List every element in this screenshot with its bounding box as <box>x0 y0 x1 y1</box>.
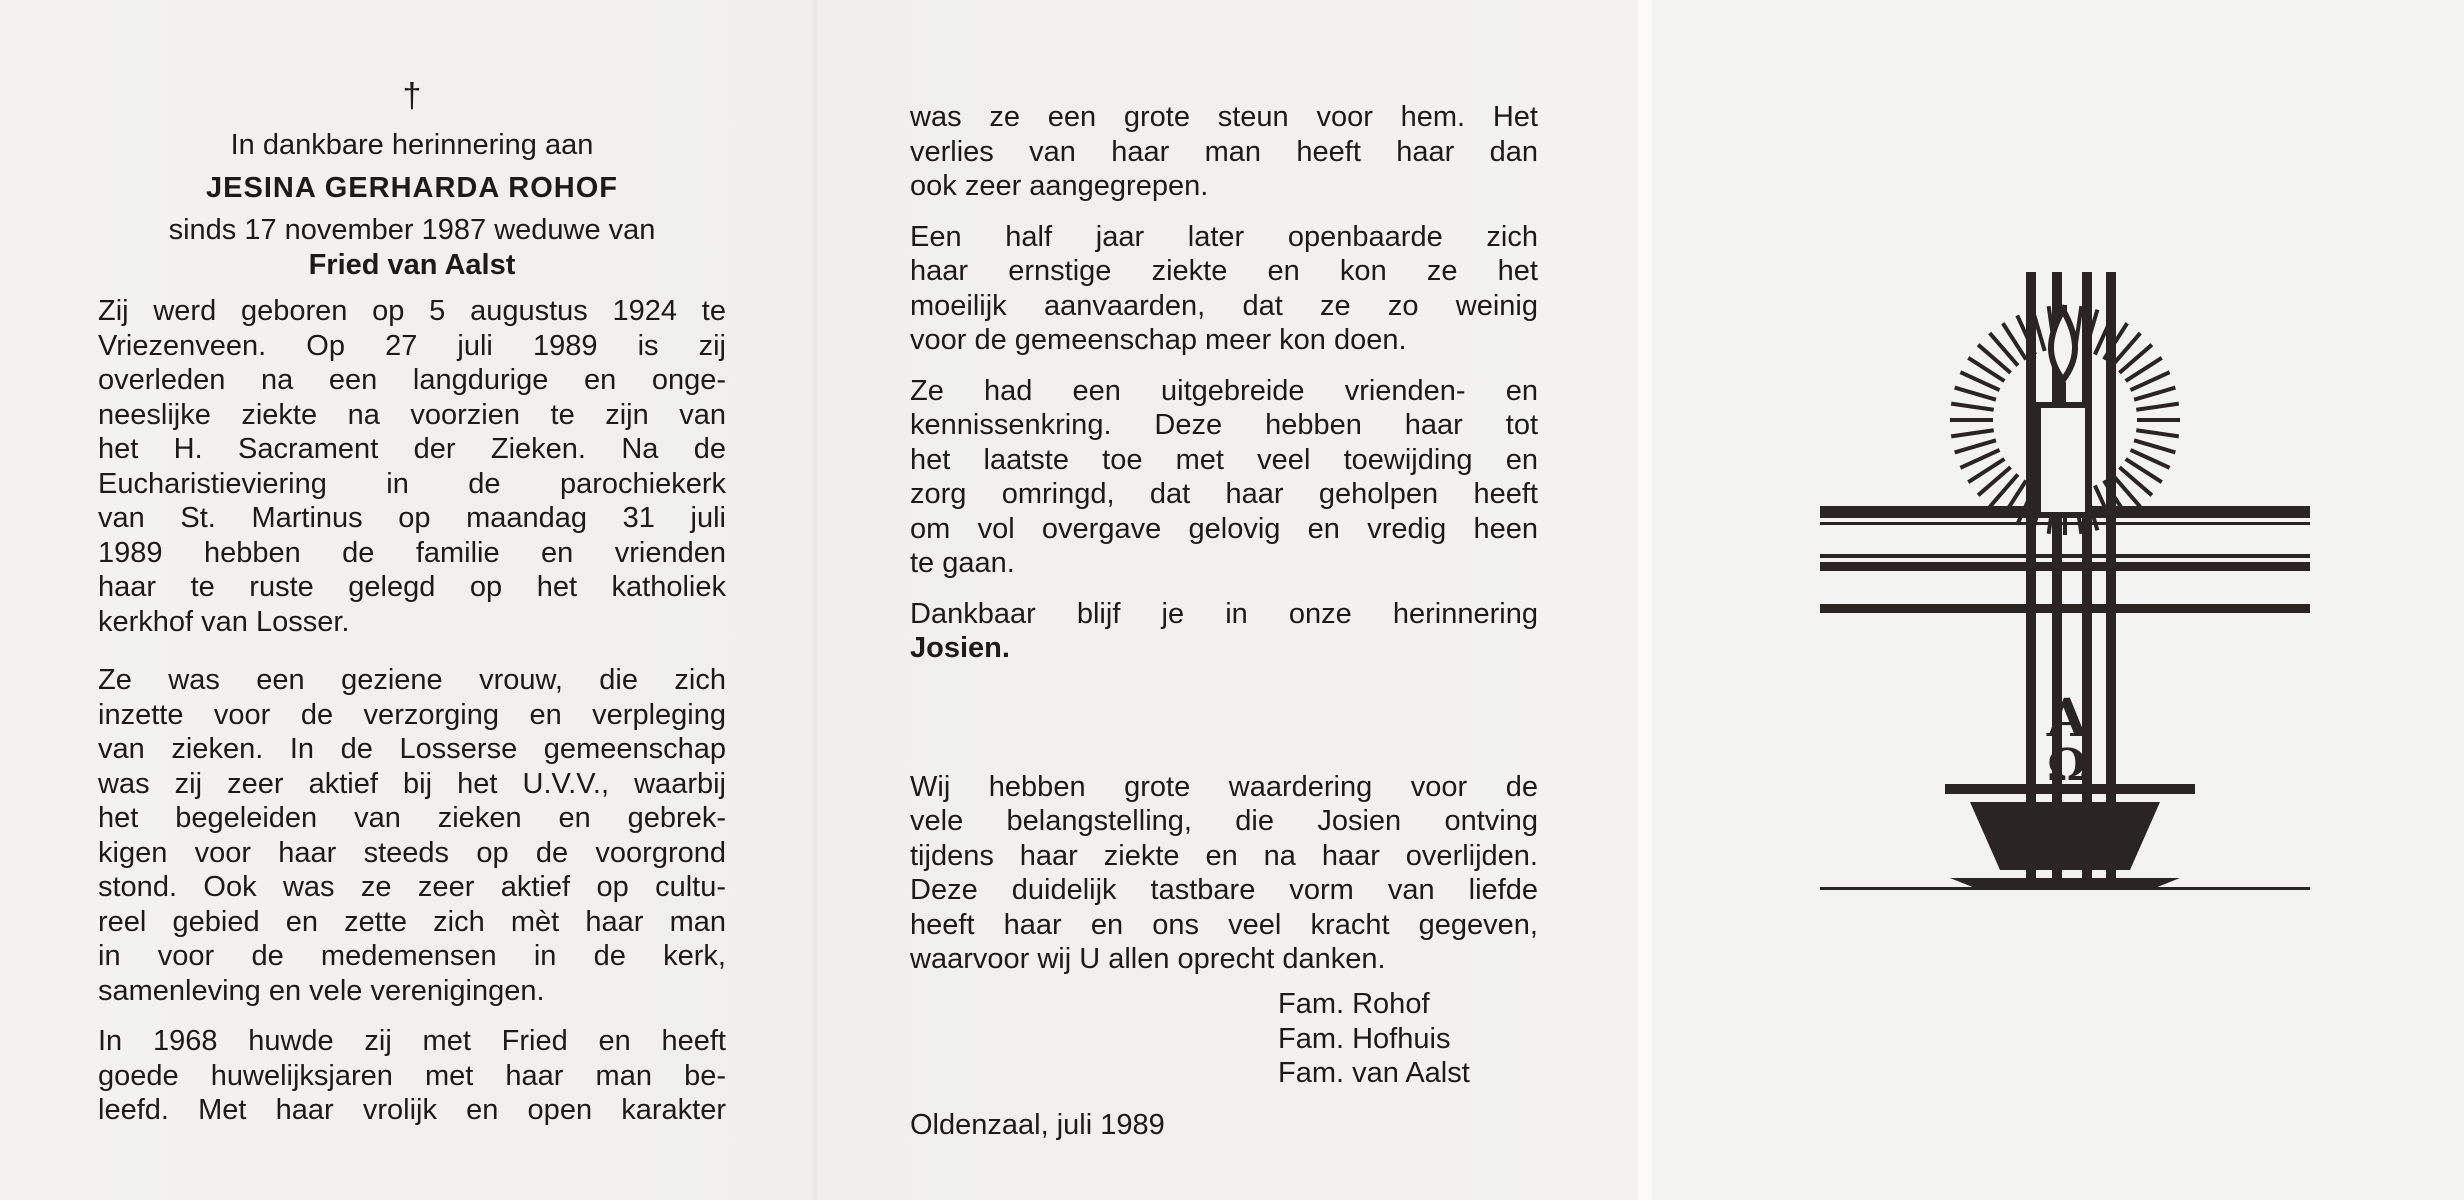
paragraph-marriage <box>98 1024 726 1128</box>
intro-text: In dankbare herinnering aan <box>230 129 594 161</box>
text-line: Zij werd geboren op 5 augustus 1924 te <box>98 295 726 327</box>
text-line: heeft haar en ons veel kracht gegeven, <box>910 908 1538 941</box>
text-line: zorg omringd, dat haar geholpen heeft <box>910 478 1538 510</box>
text-line: moeilijk aanvaarden, dat ze zo weinig <box>910 289 1538 322</box>
text-line: Ze had een uitgebreide vrienden- en <box>910 374 1538 407</box>
paragraph-remembrance <box>910 597 1538 666</box>
text-line: Ze was een geziene vrouw, die zich <box>98 664 726 696</box>
cross-bars-icon <box>1820 506 2310 613</box>
halo-ray <box>2134 440 2175 452</box>
halo-ray <box>2134 388 2175 400</box>
alpha-symbol: A <box>2046 688 2088 749</box>
text-line: het begeleiden van zieken en gebrek- <box>98 802 726 834</box>
paragraph-friends <box>910 374 1538 581</box>
place-date: Oldenzaal, juli 1989 <box>910 1109 1165 1141</box>
text-line: van St. Martinus op maandag 31 juli <box>98 502 726 534</box>
text-line: 1989 hebben de familie en vrienden <box>98 536 726 569</box>
paragraph-support <box>910 100 1538 204</box>
text-line: haar te ruste gelegd op het katholiek <box>98 571 726 603</box>
text-line: samenleving en vele verenigingen. <box>98 974 545 1007</box>
signature-name: Josien. <box>910 632 1010 664</box>
text-line: leefd. Met haar vrolijk en open karakter <box>98 1094 726 1126</box>
widow-line: sinds 17 november 1987 weduwe van <box>168 214 656 246</box>
text-line: goede huwelijksjaren met haar man be- <box>98 1059 726 1092</box>
text-line: het laatste toe met veel toewijding en <box>910 443 1538 476</box>
halo-ray <box>1955 388 1996 400</box>
text-line: verlies van haar man heeft haar dan <box>910 135 1538 168</box>
text-line: stond. Ook was ze zeer aktief op cultu- <box>98 871 726 903</box>
text-line: Deze duidelijk tastbare vorm van liefde <box>910 874 1538 906</box>
middle-column <box>910 100 1538 977</box>
text-line: neeslijke ziekte na voorzien te zijn van <box>98 398 726 431</box>
text-line: het H. Sacrament der Zieken. Na de <box>98 433 726 465</box>
omega-symbol: Ω <box>2047 740 2087 791</box>
text-line: In 1968 huwde zij met Fried en heeft <box>98 1025 726 1057</box>
text-line: tijdens haar ziekte en na haar overlijden. <box>910 839 1538 872</box>
halo-ray <box>1955 440 1996 452</box>
text-line: om vol overgave gelovig en vredig heen <box>910 512 1538 545</box>
candle-cross-emblem <box>1820 270 2310 900</box>
paragraph-thanks <box>910 770 1538 977</box>
text-line: overleden na een langdurige en onge- <box>98 364 726 396</box>
cross-icon: † <box>402 77 422 115</box>
text-line: Dankbaar blijf je in onze herinnering <box>910 597 1538 630</box>
card-gap <box>1638 0 1652 1200</box>
halo-ray <box>2136 430 2179 436</box>
family-name: Fam. Hofhuis <box>1278 1022 1451 1055</box>
text-line: kerkhof van Losser. <box>98 605 350 638</box>
deceased-name: JESINA GERHARDA ROHOF <box>206 171 618 204</box>
text-line: kennissenkring. Deze hebben haar tot <box>910 409 1538 441</box>
family-name: Fam. Rohof <box>1278 988 1430 1020</box>
paragraph-birth-death <box>98 294 726 639</box>
card-fold <box>812 0 818 1200</box>
text-line: haar ernstige ziekte en kon ze het <box>910 255 1538 287</box>
paragraph-illness <box>910 220 1538 358</box>
paragraph-community <box>98 663 726 1008</box>
text-line: Een half jaar later openbaarde zich <box>910 220 1538 253</box>
husband-name: Fried van Aalst <box>308 248 516 281</box>
halo-ray <box>1951 404 1994 410</box>
halo-ray <box>1951 430 1994 436</box>
text-line: waarvoor wij U allen oprecht danken. <box>910 943 1386 975</box>
chalice-icon <box>1820 784 2310 890</box>
text-line: Eucharistieviering in de parochiekerk <box>98 467 726 500</box>
text-line: van zieken. In de Losserse gemeenschap <box>98 733 726 765</box>
text-line: te gaan. <box>910 547 1015 579</box>
text-line: Vriezenveen. Op 27 juli 1989 is zij <box>98 329 726 362</box>
text-line: ook zeer aangegrepen. <box>910 170 1209 202</box>
text-line: was ze een grote steun voor hem. Het <box>910 101 1538 133</box>
candle-icon <box>2038 310 2088 515</box>
text-line: vele belangstelling, die Josien ontving <box>910 805 1538 837</box>
family-signatures <box>1278 987 1470 1091</box>
family-name: Fam. van Aalst <box>1278 1057 1470 1089</box>
text-line: was zij zeer aktief bij het U.V.V., waarbij <box>98 767 726 800</box>
text-line: reel gebied en zette zich mèt haar man <box>98 905 726 938</box>
halo-ray <box>2136 404 2179 410</box>
text-line: inzette voor de verzorging en verpleging <box>98 698 726 731</box>
text-line: in voor de medemensen in de kerk, <box>98 940 726 972</box>
text-line: kigen voor haar steeds op de voorgrond <box>98 836 726 869</box>
text-line: Wij hebben grote waardering voor de <box>910 770 1538 803</box>
left-column <box>98 76 726 1128</box>
text-line: voor de gemeenschap meer kon doen. <box>910 324 1407 356</box>
